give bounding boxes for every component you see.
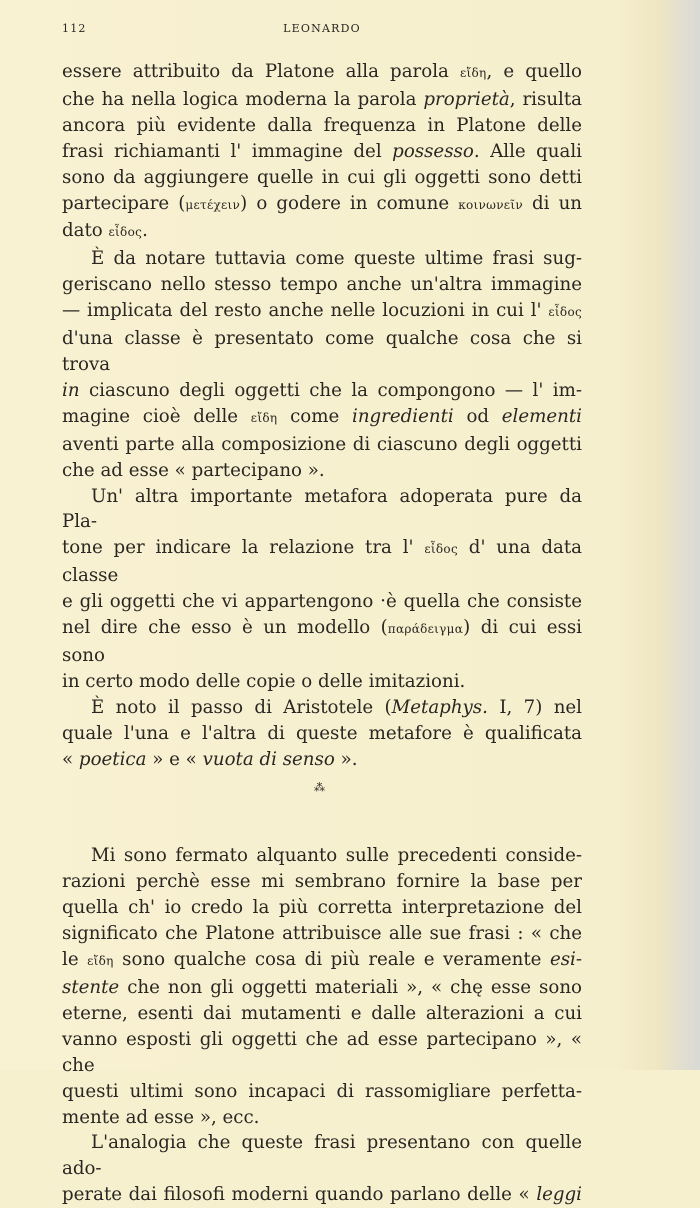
text-line: magine cioè delle εἴδη come ingredienti od elementi: [62, 405, 582, 427]
text-line: sono da aggiungere quelle in cui gli oggetti sono detti: [62, 166, 582, 188]
section-separator: [62, 772, 582, 843]
italic-term: elementi: [501, 405, 582, 427]
text-line: che ha nella logica moderna la parola proprietà, risulta: [62, 88, 583, 110]
paragraph: [62, 246, 582, 483]
text-line: « poetica » e « vuota di senso ».: [62, 748, 358, 770]
text-line: L'analogia che queste frasi presentano con quelle ado-: [62, 1132, 582, 1180]
text-line: le εἴδη sono qualche cosa di più reale e veramente esi-: [62, 949, 582, 971]
italic-term: Metaphys.: [391, 696, 488, 718]
text-line: frasi richiamanti l' immagine del possesso. Alle quali: [62, 140, 583, 162]
text-line: mente ad esse », ecc.: [62, 1106, 260, 1128]
greek-word: εἶδος: [108, 225, 143, 240]
text-line: È da notare tuttavia come queste ultime frasi sug-: [91, 248, 582, 270]
text-line: quella ch' io credo la più corretta interpretazione del: [62, 897, 582, 919]
text-line: Mi sono fermato alquanto sulle precedenti conside-: [91, 845, 582, 867]
asterism-ornament: ⁂: [314, 781, 325, 795]
text-line: vanno esposti gli oggetti che ad esse partecipano », « che: [62, 1028, 582, 1076]
running-title: LEONARDO: [283, 22, 361, 35]
body-text: [62, 59, 582, 1208]
text-line: in ciascuno degli oggetti che la compongono — l' im-: [62, 379, 582, 401]
italic-term: esi-: [549, 949, 582, 971]
text-line: — implicata del resto anche nelle locuzioni in cui l' εἶδος: [62, 300, 582, 322]
greek-word: μετέχειν: [185, 197, 241, 212]
text-line: perate dai filosofi moderni quando parlano delle « leggi: [62, 1184, 582, 1206]
italic-term: leggi: [536, 1184, 582, 1206]
text-line: aventi parte alla composizione di ciascuno degli oggetti: [62, 433, 582, 455]
italic-term: proprietà: [423, 88, 510, 110]
paragraph: [62, 1130, 582, 1208]
italic-term: stente: [62, 977, 120, 998]
paragraph-continuation: [62, 59, 582, 246]
text-line: essere attribuito da Platone alla parola εἴδη, e quello: [62, 61, 582, 82]
greek-word: κοινωνεῖν: [458, 197, 523, 212]
text-line: Un' altra importante metafora adoperata pure da Pla-: [62, 485, 582, 533]
italic-term: in: [62, 379, 80, 401]
text-line: razioni perchè esse mi sembrano fornire la base per: [62, 871, 582, 893]
paragraph: [62, 484, 582, 695]
text-line: eterne, esenti dai mutamenti e dalle alterazioni a cui: [62, 1002, 582, 1024]
italic-term: ingredienti: [352, 405, 454, 427]
text-line: tone per indicare la relazione tra l' εἶδος d' una data classe: [62, 537, 582, 587]
text-line: in certo modo delle copie o delle imitazioni.: [62, 670, 466, 692]
italic-term: poetica: [78, 748, 147, 770]
greek-word: εἴδη: [459, 66, 487, 80]
italic-term: vuota di senso: [202, 748, 335, 770]
greek-word: εἶδος: [548, 305, 582, 320]
text-line: È noto il passo di Aristotele (Metaphys. I, 7) nel: [91, 696, 582, 718]
text-line: significato che Platone attribuisce alle sue frasi : « che: [62, 923, 582, 945]
greek-word: εἶδος: [424, 542, 458, 557]
paragraph: [62, 843, 582, 1130]
text-line: nel dire che esso è un modello (παράδειγμα) di cui essi sono: [62, 617, 582, 666]
greek-word: εἴδη: [250, 410, 278, 425]
greek-word: παράδειγμα: [387, 622, 464, 637]
text-line: ancora più evidente dalla frequenza in Platone delle: [62, 114, 582, 136]
text-line: geriscano nello stesso tempo anche un'altra immagine: [62, 274, 582, 296]
text-line: questi ultimi sono incapaci di rassomigliare perfetta-: [62, 1080, 582, 1102]
text-line: che ad esse « partecipano ».: [62, 459, 325, 481]
running-head: [62, 22, 582, 40]
text-line: dato εἶδος.: [62, 220, 148, 242]
text-line: e gli oggetti che vi appartengono ·è quella che consiste: [62, 591, 582, 613]
paragraph: [62, 695, 582, 773]
text-line: d'una classe è presentato come qualche cosa che si trova: [62, 328, 582, 375]
text-line: partecipare (μετέχειν) o godere in comune κοινωνεῖν di un: [62, 192, 582, 214]
text-line: quale l'una e l'altra di queste metafore è qualificata: [62, 722, 582, 744]
text-line: stente che non gli oggetti materiali », « chę esse sono: [62, 977, 582, 998]
italic-term: possesso: [392, 140, 474, 162]
page-number: 112: [62, 22, 87, 35]
greek-word: εἴδη: [87, 954, 114, 969]
